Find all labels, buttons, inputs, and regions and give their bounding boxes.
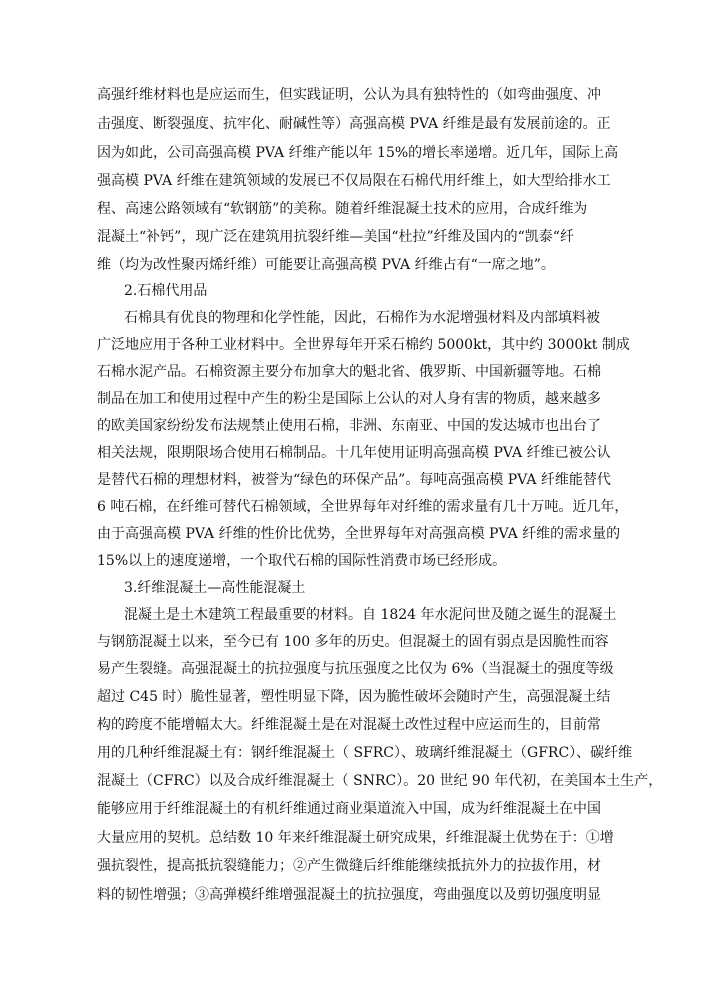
text-line: 程、高速公路领域有“软钢筋”的美称。随着纤维混凝土技术的应用，合成纤维为	[97, 201, 588, 217]
text-line: 大量应用的契机。总结数 10 年来纤维混凝土研究成果，纤维混凝土优势在于：①增	[97, 830, 614, 846]
text-line: 击强度、断裂强度、抗牢化、耐碱性等）高强高模 PVA 纤维是最有发展前途的。正	[97, 116, 611, 132]
text-line: 15%以上的速度递增，一个取代石棉的国际性消费市场已经形成。	[97, 553, 507, 569]
text-line: 是替代石棉的理想材料，被誉为“绿色的环保产品”。每吨高强高模 PVA 纤维能替代	[97, 472, 611, 488]
text-line: 混凝土“补钙”，现广泛在建筑用抗裂纤维—美国“杜拉”纤维及国内的“凯泰“纤	[97, 229, 574, 245]
section-heading: 3.纤维混凝土—高性能混凝土	[124, 580, 306, 596]
text-line: 混凝土是土木建筑工程最重要的材料。自 1824 年水泥问世及随之诞生的混凝土	[124, 607, 617, 623]
text-line: 高强纤维材料也是应运而生，但实践证明，公认为具有独特性的（如弯曲强度、冲	[97, 87, 601, 103]
text-line: 强高模 PVA 纤维在建筑领域的发展已不仅局限在石棉代用纤维上，如大型给排水工	[97, 173, 611, 189]
text-line: 能够应用于纤维混凝土的有机纤维通过商业渠道流入中国，成为纤维混凝土在中国	[97, 801, 601, 817]
text-line: 与钢筋混凝土以来，至今已有 100 多年的历史。但混凝土的固有弱点是因脆性而容	[97, 634, 609, 650]
text-line: 用的几种纤维混凝土有：钢纤维混凝土（ SFRC）、玻璃纤维混凝土（GFRC）、碳纤维	[97, 745, 633, 761]
text-line: 超过 C45 时）脆性显著，塑性明显下降，因为脆性破坏会随时产生，高强混凝土结	[97, 689, 611, 705]
text-line: 制品在加工和使用过程中产生的粉尘是国际上公认的对人身有害的物质，越来越多	[97, 391, 601, 407]
text-line: 由于高强高模 PVA 纤维的性价比优势，全世界每年对高强高模 PVA 纤维的需求量的	[97, 526, 621, 542]
text-line: 因为如此，公司高强高模 PVA 纤维产能以年 15%的增长率递增。近几年，国际上高	[97, 145, 619, 161]
text-line: 石棉具有优良的物理和化学性能，因此，石棉作为水泥增强材料及内部填料被	[124, 310, 600, 326]
text-line: 广泛地应用于各种工业材料中。全世界每年开采石棉约 5000kt，其中约 3000kt 制成	[97, 337, 630, 353]
text-line: 6 吨石棉，在纤维可替代石棉领域，全世界每年对纤维的需求量有几十万吨。近几年，	[97, 499, 629, 515]
section-heading: 2.石棉代用品	[124, 283, 208, 299]
text-line: 构的跨度不能增幅太大。纤维混凝土是在对混凝土改性过程中应运而生的，目前常	[97, 717, 601, 733]
text-line: 强抗裂性，提高抵抗裂缝能力；②产生微缝后纤维能继续抵抗外力的拉拔作用，材	[97, 858, 601, 874]
text-line: 相关法规，限期限场合使用石棉制品。十几年使用证明高强高模 PVA 纤维已被公认	[97, 445, 611, 461]
text-line: 料的韧性增强；③高弹模纤维增强混凝土的抗拉强度，弯曲强度以及剪切强度明显	[97, 887, 601, 903]
text-line: 混凝土（CFRC）以及合成纤维混凝土（ SNRC）。20 世纪 90 年代初，在美国本土生产，	[97, 773, 663, 789]
text-line: 的欧美国家纷纷发布法规禁止使用石棉，非洲、东南亚、中国的发达城市也出台了	[97, 418, 601, 434]
text-line: 石棉水泥产品。石棉资源主要分布加拿大的魁北省、俄罗斯、中国新疆等地。石棉	[97, 364, 601, 380]
text-line: 易产生裂缝。高强混凝土的抗拉强度与抗压强度之比仅为 6%（当混凝土的强度等级	[97, 661, 614, 677]
text-line: 维（均为改性聚丙烯纤维）可能要让高强高模 PVA 纤维占有“一席之地”。	[97, 257, 555, 273]
